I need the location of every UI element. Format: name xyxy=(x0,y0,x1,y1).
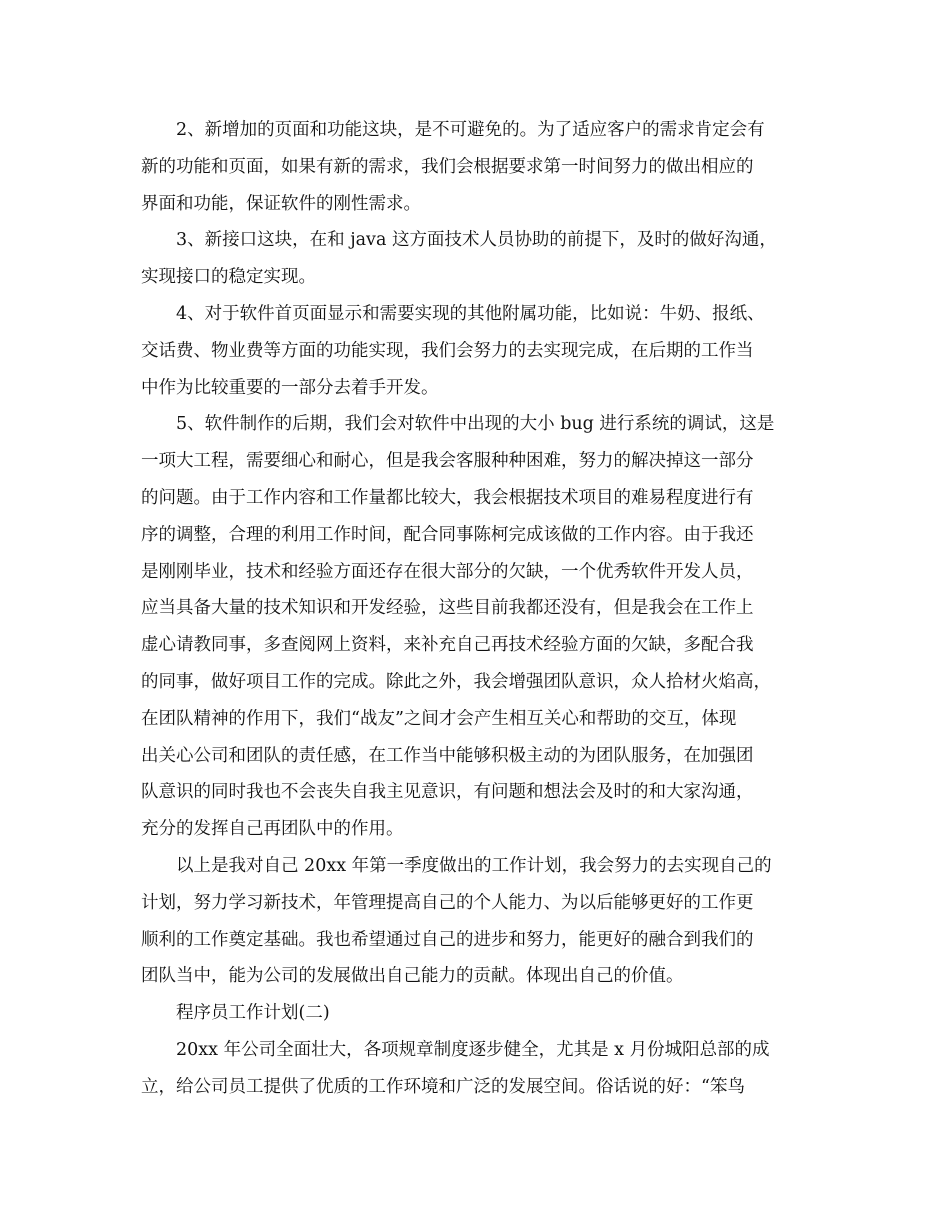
document-body xyxy=(141,112,806,1106)
paragraph-item-2 xyxy=(141,112,806,222)
text-line: 序的调整，合理的利用工作时间，配合同事陈柯完成该做的工作内容。由于我还 xyxy=(141,524,754,545)
text-line: 立，给公司员工提供了优质的工作环境和广泛的发展空间。俗话说的好：“笨鸟 xyxy=(141,1076,745,1097)
text-line: 团队当中，能为公司的发展做出自己能力的贡献。体现出自己的价值。 xyxy=(141,966,684,987)
text-line: 应当具备大量的技术知识和开发经验，这些目前我都还没有，但是我会在工作上 xyxy=(141,598,754,619)
section-heading xyxy=(141,995,806,1032)
text-line: 一项大工程，需要细心和耐心，但是我会客服种种困难，努力的解决掉这一部分 xyxy=(141,451,754,472)
text-line: 虚心请教同事，多查阅网上资料，来补充自己再技术经验方面的欠缺，多配合我 xyxy=(141,635,754,656)
text-line: 4、对于软件首页面显示和需要实现的其他附属功能，比如说：牛奶、报纸、 xyxy=(176,303,765,324)
text-line: 新的功能和页面，如果有新的需求，我们会根据要求第一时间努力的做出相应的 xyxy=(141,156,754,177)
text-line: 的同事，做好项目工作的完成。除此之外，我会增强团队意识，众人拾材火焰高， xyxy=(141,671,771,692)
text-line: 5、软件制作的后期，我们会对软件中出现的大小 bug 进行系统的调试，这是 xyxy=(176,414,775,435)
text-line: 的问题。由于工作内容和工作量都比较大，我会根据技术项目的难易程度进行有 xyxy=(141,487,754,508)
text-line: 中作为比较重要的一部分去着手开发。 xyxy=(141,377,439,398)
text-line: 充分的发挥自己再团队中的作用。 xyxy=(141,819,404,840)
paragraph-intro xyxy=(141,1032,806,1106)
text-line: 计划，努力学习新技术，年管理提高自己的个人能力、为以后能够更好的工作更 xyxy=(141,892,754,913)
text-line: 队意识的同时我也不会丧失自我主见意识，有问题和想法会及时的和大家沟通， xyxy=(141,782,754,803)
paragraph-item-5 xyxy=(141,406,806,848)
text-line: 以上是我对自己 20xx 年第一季度做出的工作计划，我会努力的去实现自己的 xyxy=(176,855,772,876)
text-line: 20xx 年公司全面壮大，各项规章制度逐步健全，尤其是 x 月份城阳总部的成 xyxy=(176,1039,770,1060)
section-title: 程序员工作计划(二) xyxy=(176,1003,330,1024)
text-line: 在团队精神的作用下，我们“战友”之间才会产生相互关心和帮助的交互，体现 xyxy=(141,708,737,729)
text-line: 3、新接口这块，在和 java 这方面技术人员协助的前提下，及时的做好沟通， xyxy=(176,230,777,251)
paragraph-item-3 xyxy=(141,222,806,296)
text-line: 是刚刚毕业，技术和经验方面还存在很大部分的欠缺，一个优秀软件开发人员， xyxy=(141,561,754,582)
text-line: 顺利的工作奠定基础。我也希望通过自己的进步和努力，能更好的融合到我们的 xyxy=(141,929,754,950)
paragraph-item-4 xyxy=(141,296,806,406)
text-line: 2、新增加的页面和功能这块，是不可避免的。为了适应客户的需求肯定会有 xyxy=(176,120,765,140)
paragraph-summary xyxy=(141,848,806,995)
text-line: 出关心公司和团队的责任感，在工作当中能够积极主动的为团队服务，在加强团 xyxy=(141,745,754,766)
text-line: 界面和功能，保证软件的刚性需求。 xyxy=(141,193,421,214)
text-line: 实现接口的稳定实现。 xyxy=(141,267,316,288)
text-line: 交话费、物业费等方面的功能实现，我们会努力的去实现完成，在后期的工作当 xyxy=(141,340,754,361)
